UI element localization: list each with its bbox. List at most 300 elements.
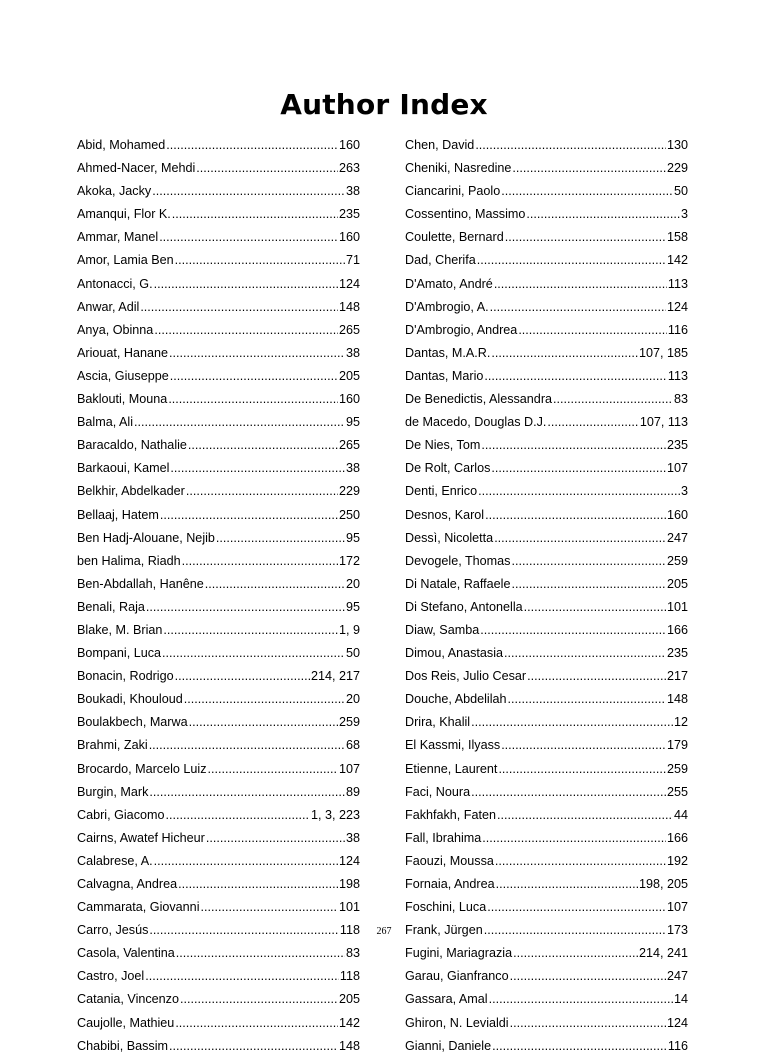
dot-leader <box>154 850 338 873</box>
author-name: Dos Reis, Julio Cesar <box>405 669 527 684</box>
author-name: Ariouat, Hanane <box>77 345 169 360</box>
page-references: 95 <box>345 415 360 430</box>
dot-leader <box>159 226 338 249</box>
author-name: Anya, Obinna <box>77 322 154 337</box>
index-entry <box>77 319 360 342</box>
dot-leader <box>145 965 339 988</box>
author-name: Calvagna, Andrea <box>77 877 178 891</box>
index-entry <box>77 758 360 781</box>
page-references: 95 <box>345 530 360 545</box>
index-column-right <box>405 134 688 1058</box>
page-references: 250 <box>338 507 360 522</box>
author-name: Barkaoui, Kamel <box>77 461 170 476</box>
page-references: 265 <box>338 438 360 453</box>
index-entry <box>405 642 688 665</box>
index-entry <box>405 249 688 272</box>
author-name: Cossentino, Massimo <box>405 207 526 222</box>
page-references: 265 <box>338 322 360 337</box>
dot-leader <box>553 388 673 411</box>
dot-leader <box>492 1035 667 1058</box>
dot-leader <box>175 665 310 688</box>
dot-leader <box>510 1012 666 1035</box>
author-name: Coulette, Bernard <box>405 230 504 245</box>
index-entry <box>77 711 360 734</box>
page-references: 205 <box>338 992 360 1007</box>
index-entry <box>77 296 360 319</box>
page-references: 50 <box>673 184 688 199</box>
index-entry <box>77 988 360 1011</box>
author-name: Ammar, Manel <box>77 230 159 245</box>
page-references: 68 <box>345 738 360 753</box>
index-entry <box>77 180 360 203</box>
dot-leader <box>511 550 666 573</box>
dot-leader <box>496 873 638 896</box>
page-references: 71 <box>345 253 360 268</box>
index-entry <box>77 850 360 873</box>
index-entry <box>405 180 688 203</box>
page-references: 235 <box>666 646 688 661</box>
dot-leader <box>170 457 345 480</box>
dot-leader <box>547 411 639 434</box>
dot-leader <box>166 134 338 157</box>
author-name: Di Stefano, Antonella <box>405 599 523 614</box>
index-entry <box>405 711 688 734</box>
page-references: 95 <box>345 599 360 614</box>
page-references: 38 <box>345 184 360 199</box>
author-name: Chabibi, Bassim <box>77 1038 168 1053</box>
author-name: Caujolle, Mathieu <box>77 1015 175 1030</box>
page-references: 124 <box>666 299 688 314</box>
index-entry <box>405 504 688 527</box>
dot-leader <box>186 480 338 503</box>
index-entry <box>405 134 688 157</box>
author-name: Gianni, Daniele <box>405 1038 492 1053</box>
page-references: 38 <box>345 345 360 360</box>
page-references: 20 <box>345 576 360 591</box>
page-references: 113 <box>667 368 688 383</box>
author-name: De Benedictis, Alessandra <box>405 392 553 407</box>
dot-leader <box>478 480 680 503</box>
dot-leader <box>505 226 666 249</box>
index-entry <box>405 319 688 342</box>
index-entry <box>77 157 360 180</box>
page-references: 198, 205 <box>638 877 688 891</box>
author-name: Calabrese, A. <box>77 853 153 868</box>
author-name: Burgin, Mark <box>77 784 149 799</box>
dot-leader <box>205 573 345 596</box>
dot-leader <box>162 642 345 665</box>
dot-leader <box>494 527 666 550</box>
author-name: Cheniki, Nasredine <box>405 161 512 176</box>
dot-leader <box>497 804 673 827</box>
dot-leader <box>481 434 666 457</box>
author-name: Cabri, Giacomo <box>77 807 165 822</box>
dot-leader <box>154 319 338 342</box>
author-name: Di Natale, Raffaele <box>405 576 511 591</box>
author-name: Faci, Noura <box>405 784 471 799</box>
page-references: 3 <box>680 484 688 499</box>
dot-leader <box>154 273 338 296</box>
author-name: Abid, Mohamed <box>77 138 166 152</box>
author-name: Denti, Enrico <box>405 484 478 499</box>
author-name: Ciancarini, Paolo <box>405 184 501 199</box>
author-name: Desnos, Karol <box>405 507 485 522</box>
dot-leader <box>160 504 338 527</box>
page-references: 118 <box>339 969 360 984</box>
dot-leader <box>477 249 666 272</box>
dot-leader <box>216 527 345 550</box>
index-entry <box>77 804 360 827</box>
page-references: 124 <box>666 1015 688 1030</box>
author-name: Cairns, Awatef Hicheur <box>77 830 205 845</box>
index-entry <box>405 550 688 573</box>
index-entry <box>405 988 688 1011</box>
index-entry <box>405 734 688 757</box>
dot-leader <box>511 573 666 596</box>
page-references: 148 <box>666 692 688 707</box>
dot-leader <box>168 388 338 411</box>
author-name: Ben-Abdallah, Hanêne <box>77 576 204 591</box>
author-name: Castro, Joel <box>77 969 145 984</box>
dot-leader <box>206 827 345 850</box>
dot-leader <box>166 804 310 827</box>
page-references: 229 <box>666 161 688 176</box>
dot-leader <box>480 619 666 642</box>
page-references: 158 <box>666 230 688 245</box>
index-entry <box>405 619 688 642</box>
page-references: 263 <box>338 161 360 176</box>
dot-leader <box>485 504 666 527</box>
author-name: Fugini, Mariagrazia <box>405 946 513 961</box>
dot-leader <box>175 1012 338 1035</box>
index-entry <box>405 942 688 965</box>
author-name: Benali, Raja <box>77 599 145 614</box>
index-entry <box>405 296 688 319</box>
dot-leader <box>510 965 666 988</box>
index-entry <box>405 573 688 596</box>
author-name: Devogele, Thomas <box>405 553 511 568</box>
index-entry <box>77 873 360 896</box>
dot-leader <box>149 734 345 757</box>
dot-leader <box>513 942 638 965</box>
dot-leader <box>501 734 666 757</box>
author-name: Antonacci, G. <box>77 276 153 291</box>
dot-leader <box>146 596 345 619</box>
dot-leader <box>501 180 673 203</box>
index-entry <box>77 665 360 688</box>
index-entry <box>405 1035 688 1058</box>
index-entry <box>77 827 360 850</box>
dot-leader <box>140 296 338 319</box>
page-references: 255 <box>666 784 688 799</box>
page-references: 247 <box>666 530 688 545</box>
index-entry <box>405 480 688 503</box>
author-name: Casola, Valentina <box>77 946 175 961</box>
author-name: D'Amato, André <box>405 276 493 291</box>
page-references: 3 <box>680 207 688 222</box>
page-references: 107, 185 <box>638 345 688 360</box>
index-entry <box>77 781 360 804</box>
page-references: 107 <box>338 761 360 776</box>
index-entry <box>405 781 688 804</box>
page-references: 259 <box>338 715 360 730</box>
page-references: 259 <box>666 761 688 776</box>
author-name: Frank, Jürgen <box>405 923 483 938</box>
author-name: Catania, Vincenzo <box>77 992 179 1007</box>
page-references: 1, 9 <box>338 622 360 637</box>
author-name: Gassara, Amal <box>405 992 488 1007</box>
author-name: Anwar, Adil <box>77 299 140 314</box>
page-references: 179 <box>666 738 688 753</box>
dot-leader <box>184 688 345 711</box>
page-references: 14 <box>673 992 688 1007</box>
page-references: 116 <box>667 1038 688 1053</box>
page-references: 142 <box>666 253 688 268</box>
index-entry <box>405 226 688 249</box>
author-name: Dantas, M.A.R. <box>405 345 491 360</box>
page-references: 160 <box>666 507 688 522</box>
page-references: 235 <box>666 438 688 453</box>
index-entry <box>77 965 360 988</box>
index-entry <box>405 850 688 873</box>
index-entry <box>77 365 360 388</box>
index-column-left <box>77 134 360 1058</box>
author-name: Dessì, Nicoletta <box>405 530 494 545</box>
author-name: de Macedo, Douglas D.J. <box>405 415 547 430</box>
page-references: 205 <box>666 576 688 591</box>
index-entry <box>405 527 688 550</box>
author-name: Boukadi, Khouloud <box>77 692 183 707</box>
author-name: Akoka, Jacky <box>77 184 152 199</box>
author-name: Bompani, Luca <box>77 646 162 661</box>
dot-leader <box>524 596 666 619</box>
page-references: 214, 217 <box>310 669 360 684</box>
page-references: 130 <box>666 138 688 152</box>
author-name: De Nies, Tom <box>405 438 481 453</box>
author-name: Fall, Ibrahima <box>405 830 482 845</box>
dot-leader <box>134 411 345 434</box>
index-entry <box>77 134 360 157</box>
dot-leader <box>475 134 666 157</box>
page-references: 148 <box>338 1038 360 1053</box>
dot-leader <box>484 365 667 388</box>
page-references: 214, 241 <box>638 946 688 961</box>
dot-leader <box>482 827 666 850</box>
page-references: 83 <box>673 392 688 407</box>
index-entry <box>77 342 360 365</box>
author-name: Brocardo, Marcelo Luiz <box>77 761 207 776</box>
index-entry <box>77 734 360 757</box>
dot-leader <box>471 781 666 804</box>
author-name: Ghiron, N. Levialdi <box>405 1015 509 1030</box>
dot-leader <box>208 758 338 781</box>
page-references: 124 <box>338 276 360 291</box>
dot-leader <box>176 942 345 965</box>
index-entry <box>77 688 360 711</box>
author-name: Bonacin, Rodrigo <box>77 669 174 684</box>
page-references: 160 <box>338 230 360 245</box>
page-references: 160 <box>338 138 360 152</box>
index-entry <box>405 434 688 457</box>
dot-leader <box>196 157 338 180</box>
index-entry <box>77 249 360 272</box>
author-name: ben Halima, Riadh <box>77 553 181 568</box>
index-entry <box>77 527 360 550</box>
index-entry <box>77 573 360 596</box>
dot-leader <box>149 781 345 804</box>
author-name: Ascia, Giuseppe <box>77 368 169 383</box>
index-entry <box>405 827 688 850</box>
dot-leader <box>508 688 666 711</box>
index-entry <box>405 273 688 296</box>
index-entry <box>405 157 688 180</box>
index-entry <box>405 596 688 619</box>
index-entry <box>77 388 360 411</box>
author-name: Dad, Cherifa <box>405 253 476 268</box>
author-name: Fornaia, Andrea <box>405 877 495 891</box>
page-references: 50 <box>345 646 360 661</box>
author-name: Garau, Gianfranco <box>405 969 509 984</box>
dot-leader <box>169 342 345 365</box>
author-name: Etienne, Laurent <box>405 761 498 776</box>
dot-leader <box>180 988 338 1011</box>
page-title: Author Index <box>280 88 488 121</box>
index-entry <box>405 896 688 919</box>
dot-leader <box>152 180 345 203</box>
index-entry <box>77 896 360 919</box>
dot-leader <box>163 619 338 642</box>
author-name: Diaw, Samba <box>405 622 480 637</box>
author-name: Fakhfakh, Faten <box>405 807 497 822</box>
author-name: Chen, David <box>405 138 475 152</box>
page-references: 38 <box>345 461 360 476</box>
index-entry <box>77 411 360 434</box>
author-name: Dantas, Mario <box>405 368 484 383</box>
index-entry <box>77 1035 360 1058</box>
index-entry <box>405 758 688 781</box>
page-references: 124 <box>338 853 360 868</box>
dot-leader <box>172 203 338 226</box>
author-name: Balma, Ali <box>77 415 133 430</box>
page-number: 267 <box>376 926 392 937</box>
dot-leader <box>178 873 338 896</box>
dot-leader <box>175 249 345 272</box>
author-name: De Rolt, Carlos <box>405 461 491 476</box>
index-entry <box>77 457 360 480</box>
page-references: 83 <box>345 946 360 961</box>
index-entry <box>405 411 688 434</box>
dot-leader <box>489 988 673 1011</box>
author-name: Brahmi, Zaki <box>77 738 148 753</box>
author-name: Belkhir, Abdelkader <box>77 484 185 499</box>
index-entry <box>77 550 360 573</box>
index-entry <box>77 434 360 457</box>
page-references: 166 <box>666 622 688 637</box>
page-references: 38 <box>345 830 360 845</box>
author-name: Dimou, Anastasia <box>405 646 504 661</box>
dot-leader <box>170 365 338 388</box>
page-references: 101 <box>338 900 360 915</box>
dot-leader <box>169 1035 338 1058</box>
index-entry <box>405 342 688 365</box>
page-references: 148 <box>338 299 360 314</box>
index-entry <box>77 203 360 226</box>
author-name: Bellaaj, Hatem <box>77 507 159 522</box>
page-references: 192 <box>666 853 688 868</box>
author-name: Cammarata, Giovanni <box>77 900 200 915</box>
index-entry <box>405 873 688 896</box>
page-references: 142 <box>338 1015 360 1030</box>
page-references: 205 <box>338 368 360 383</box>
page-references: 107, 113 <box>639 415 688 430</box>
page-references: 259 <box>666 553 688 568</box>
dot-leader <box>526 203 680 226</box>
index-entry <box>77 226 360 249</box>
dot-leader <box>518 319 667 342</box>
author-name: Baklouti, Mouna <box>77 392 168 407</box>
page-references: 12 <box>673 715 688 730</box>
index-entry <box>77 1012 360 1035</box>
dot-leader <box>487 896 666 919</box>
author-name: Douche, Abdelilah <box>405 692 507 707</box>
dot-leader <box>471 711 673 734</box>
index-entry <box>405 1012 688 1035</box>
index-entry <box>405 388 688 411</box>
dot-leader <box>201 896 338 919</box>
page-references: 107 <box>666 900 688 915</box>
dot-leader <box>504 642 666 665</box>
author-name: Ben Hadj-Alouane, Nejib <box>77 530 215 545</box>
dot-leader <box>491 457 666 480</box>
index-entry <box>405 665 688 688</box>
page-references: 235 <box>338 207 360 222</box>
dot-leader <box>490 296 666 319</box>
page-references: 20 <box>345 692 360 707</box>
dot-leader <box>188 434 338 457</box>
index-entry <box>405 365 688 388</box>
dot-leader <box>189 711 338 734</box>
page-references: 113 <box>667 276 688 291</box>
page-references: 217 <box>666 669 688 684</box>
index-entry <box>405 965 688 988</box>
dot-leader <box>498 758 666 781</box>
index-entry <box>405 688 688 711</box>
dot-leader <box>512 157 666 180</box>
author-name: Foschini, Luca <box>405 900 487 915</box>
index-entry <box>77 642 360 665</box>
author-name: Drira, Khalil <box>405 715 471 730</box>
dot-leader <box>491 342 638 365</box>
index-entry <box>405 457 688 480</box>
author-name: D'Ambrogio, A. <box>405 299 489 314</box>
dot-leader <box>495 850 666 873</box>
page-references: 247 <box>666 969 688 984</box>
author-name: El Kassmi, Ilyass <box>405 738 501 753</box>
page-references: 229 <box>338 484 360 499</box>
index-entry <box>405 203 688 226</box>
author-name: Faouzi, Moussa <box>405 853 494 868</box>
index-entry <box>405 804 688 827</box>
index-entry <box>77 504 360 527</box>
page-references: 116 <box>667 322 688 337</box>
index-entry <box>77 942 360 965</box>
index-entry <box>77 619 360 642</box>
dot-leader <box>527 665 666 688</box>
author-name: Blake, M. Brian <box>77 622 163 637</box>
page-references: 118 <box>339 923 360 938</box>
author-name: Carro, Jesús <box>77 923 149 938</box>
author-name: D'Ambrogio, Andrea <box>405 322 518 337</box>
